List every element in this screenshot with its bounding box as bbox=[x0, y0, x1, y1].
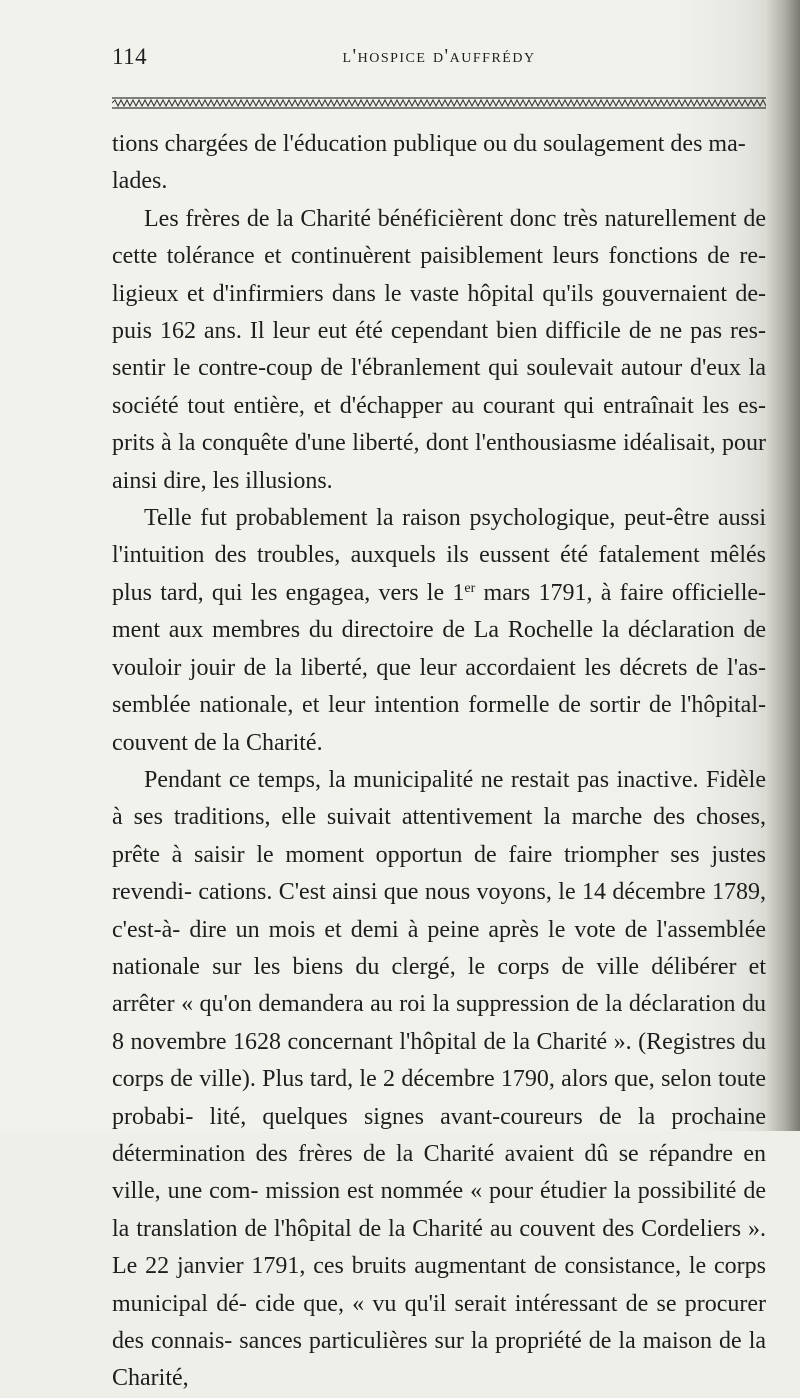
running-header bbox=[112, 44, 766, 84]
text-line: l'intuition des troubles, auxquels ils eussent été fatalement mêlés bbox=[112, 542, 766, 569]
text-line: mission est nommée « pour étudier la possibilité de la translation bbox=[112, 1178, 766, 1242]
text-line: vouloir jouir de la liberté, que leur accordaient les décrets de l'as- bbox=[112, 654, 766, 681]
paragraph-4 bbox=[112, 762, 766, 1398]
text-line: plus tard, qui les engagea, vers le 1 bbox=[112, 579, 465, 606]
text-line: mars 1791, à faire officielle- bbox=[475, 579, 767, 606]
text-line: tions chargées de l'éducation publique ou du soulagement des ma- bbox=[112, 131, 746, 157]
text-line: cide que, « vu qu'il serait intéressant de se procurer des connais- bbox=[112, 1290, 766, 1354]
text-line: dire un mois et demi à peine après le vote de l'assemblée nationale bbox=[112, 916, 767, 980]
text-line: 1628 concernant l'hôpital de la Charité ». (Registres du corps de bbox=[112, 1028, 767, 1093]
text-line: des frères de la Charité avaient dû se répandre en ville, une com- bbox=[112, 1140, 766, 1205]
text-line: cations. C'est ainsi que nous voyons, le 14 décembre 1789, c'est-à- bbox=[112, 879, 766, 943]
text-line: ment aux membres du directoire de La Rochelle la déclaration de bbox=[112, 617, 766, 644]
header-ornament-rule bbox=[112, 96, 766, 110]
text-line: ses traditions, elle suivait attentivement la marche des choses, prête bbox=[112, 804, 767, 868]
text-line: sentir le contre-coup de l'ébranlement qui soulevait autour d'eux la bbox=[112, 355, 766, 382]
page-number: 114 bbox=[112, 44, 148, 69]
text-line: ainsi dire, les illusions. bbox=[112, 467, 333, 494]
text-line: puis 162 ans. Il leur eut été cependant bien difficile de ne pas res- bbox=[112, 318, 766, 345]
text-line: lité, quelques signes avant-coureurs de la prochaine détermination bbox=[112, 1103, 766, 1167]
running-title: l'hospice d'auffrédy bbox=[342, 45, 536, 67]
text-line: demandera au roi la suppression de la déclaration du 8 novembre bbox=[112, 991, 767, 1055]
body-text bbox=[112, 126, 766, 1398]
text-line: couvent de la Charité. bbox=[112, 729, 323, 756]
paragraph-1 bbox=[112, 126, 766, 201]
text-line: Pendant ce temps, la municipalité ne restait pas inactive. Fidèle à bbox=[112, 766, 766, 831]
superscript-ordinal: er bbox=[464, 580, 476, 596]
text-line: de l'hôpital de la Charité au couvent des Cordeliers ». Le 22 janvier bbox=[112, 1215, 766, 1280]
text-line: à saisir le moment opportun de faire triompher ses justes revendi- bbox=[112, 841, 767, 906]
paragraph-2 bbox=[112, 201, 766, 500]
text-line: sances particulières sur la propriété de la maison de la Charité, bbox=[112, 1328, 767, 1392]
text-line: lades. bbox=[112, 168, 168, 195]
text-line: cette tolérance et continuèrent paisiblement leurs fonctions de re- bbox=[112, 243, 766, 270]
text-line: 1791, ces bruits augmentant de consistance, le corps municipal dé- bbox=[112, 1253, 767, 1317]
text-line: ligieux et d'infirmiers dans le vaste hôpital qu'ils gouvernaient de- bbox=[112, 280, 766, 307]
text-line: Telle fut probablement la raison psychologique, peut-être aussi bbox=[144, 505, 766, 532]
text-line: ville). Plus tard, le 2 décembre 1790, alors que, selon toute probabi- bbox=[112, 1066, 767, 1130]
text-line: semblée nationale, et leur intention formelle de sortir de l'hôpital- bbox=[112, 692, 766, 719]
page-edge-shadow bbox=[766, 0, 800, 1131]
text-line: société tout entière, et d'échapper au courant qui entraînait les es- bbox=[112, 392, 766, 419]
text-line: prits à la conquête d'une liberté, dont l'enthousiasme idéalisait, pour bbox=[112, 430, 766, 457]
text-line: Les frères de la Charité bénéficièrent donc très naturellement de bbox=[144, 205, 766, 232]
paragraph-3 bbox=[112, 500, 766, 762]
text-line: sur les biens du clergé, le corps de ville délibérer et arrêter « qu'on bbox=[112, 953, 767, 1018]
